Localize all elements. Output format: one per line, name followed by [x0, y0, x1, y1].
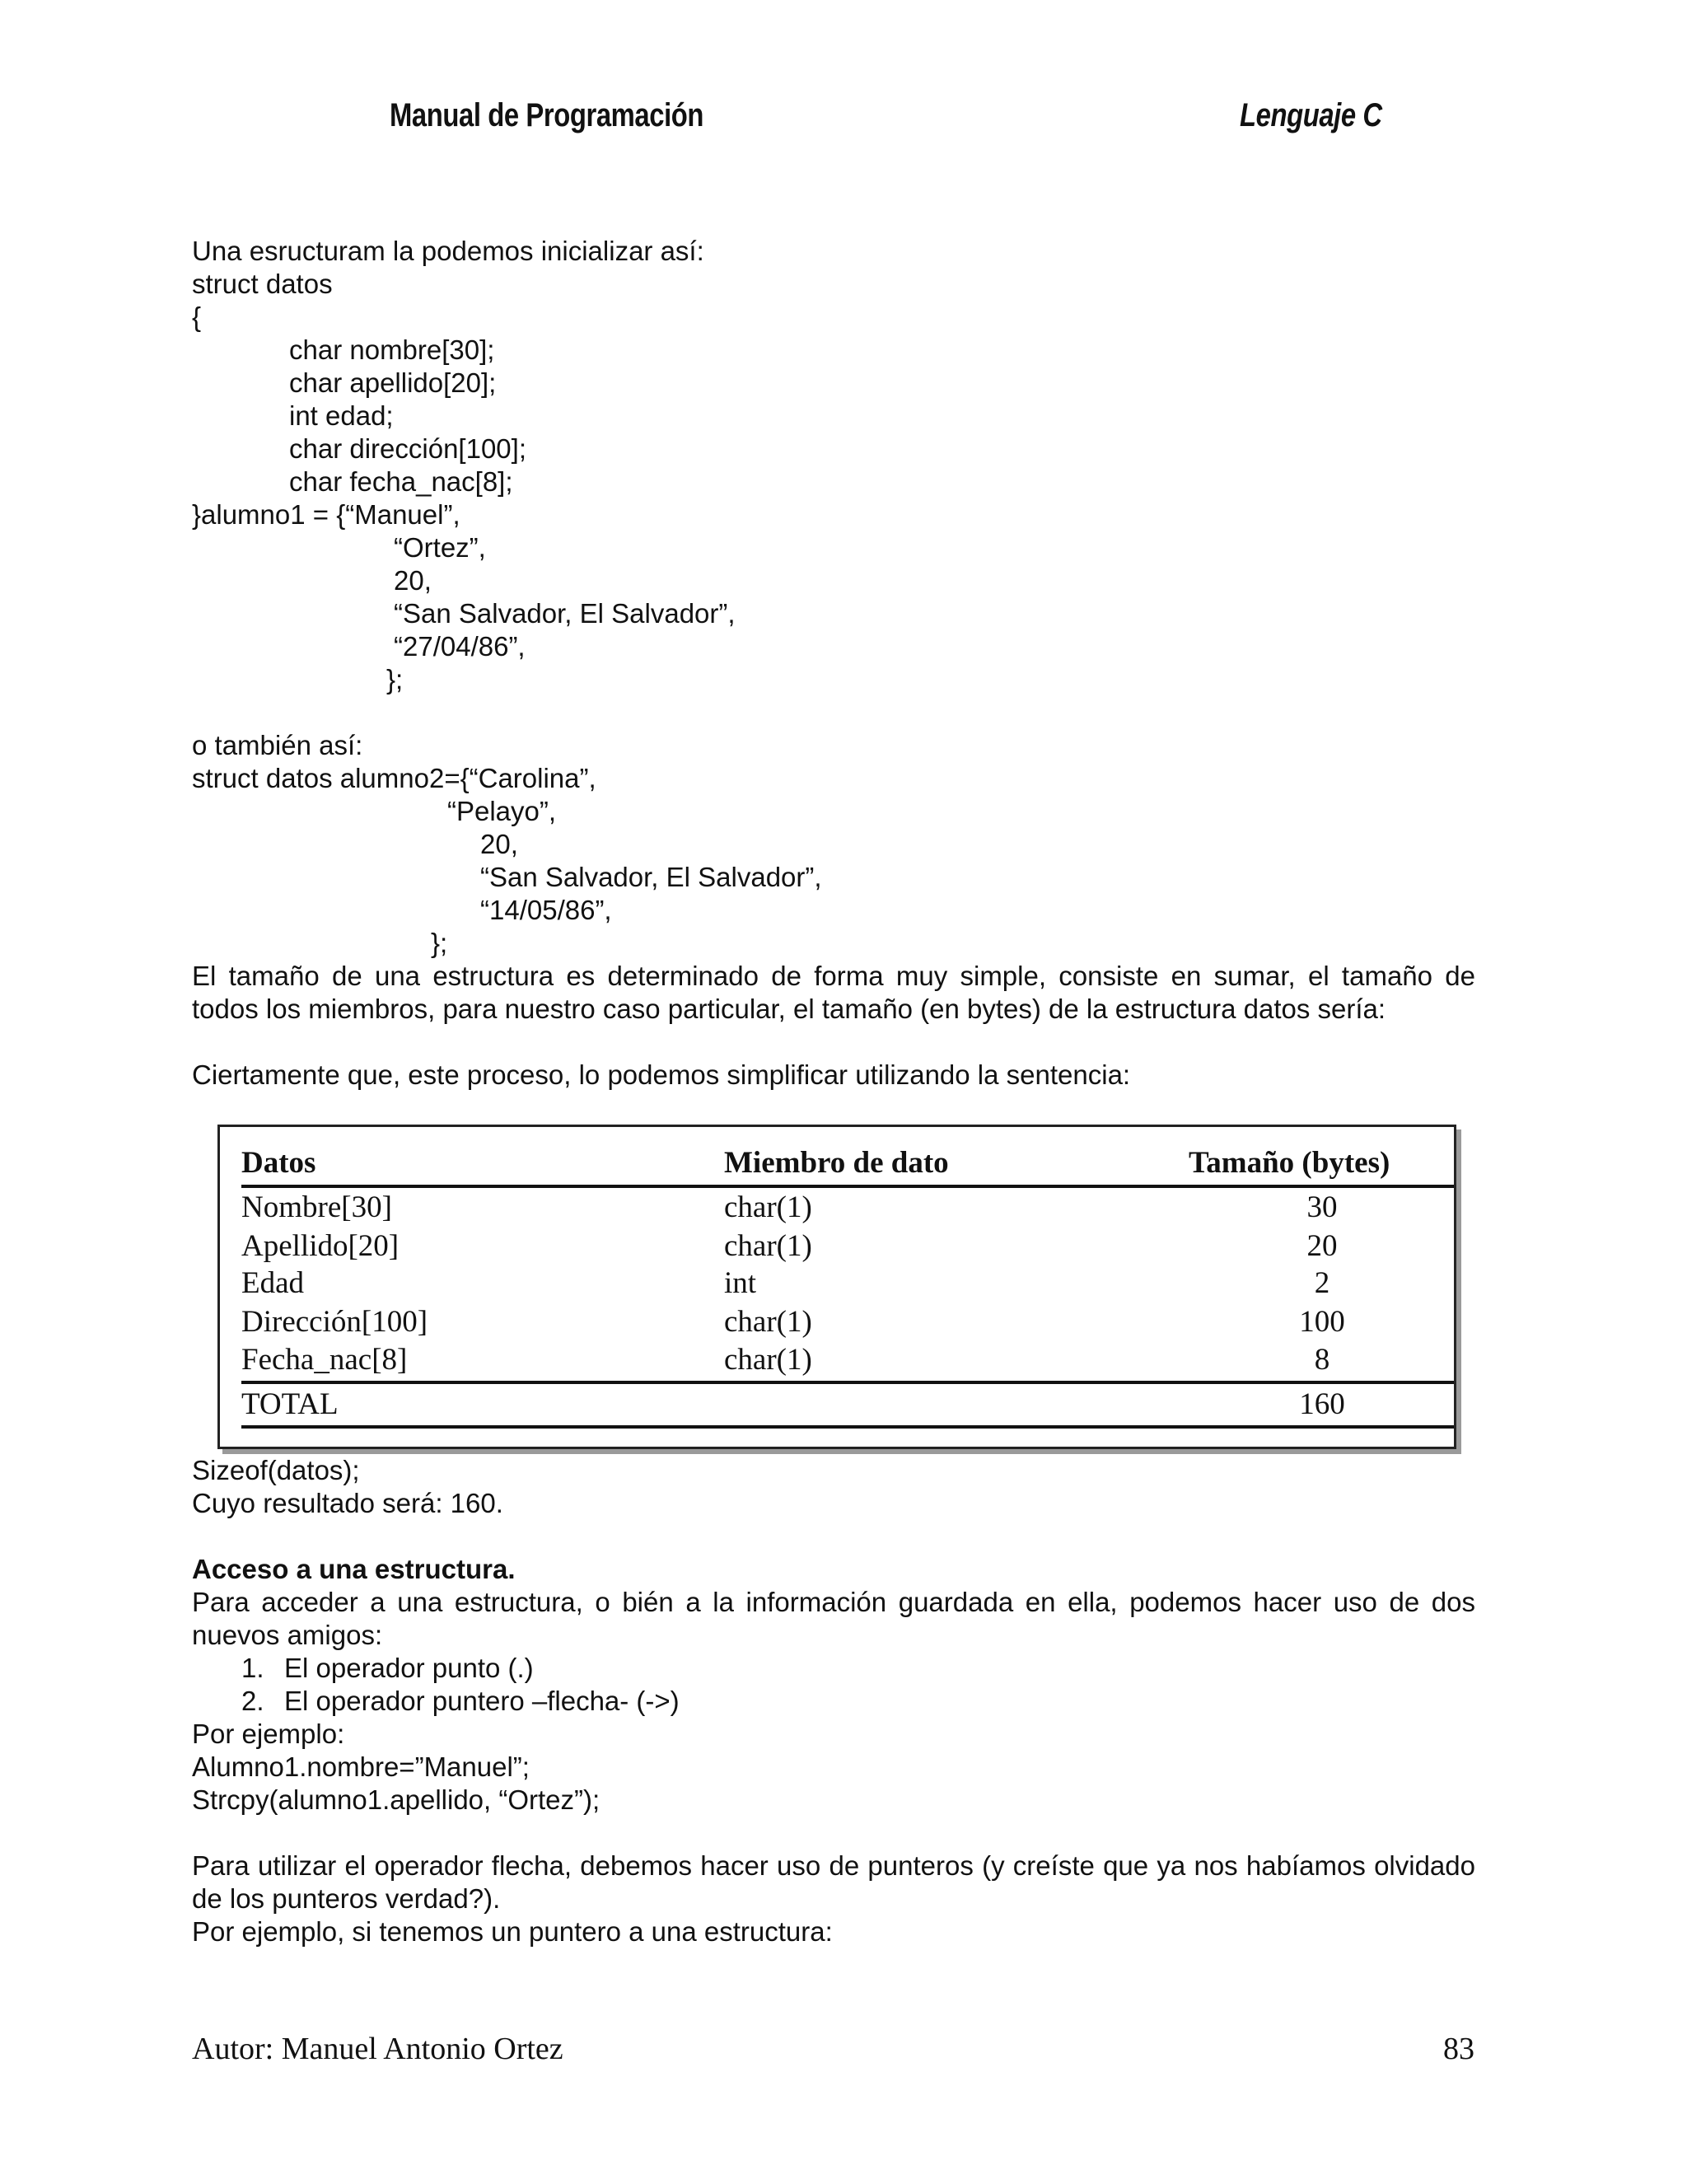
table-cell: char(1) — [724, 1343, 812, 1377]
table-cell: Dirección[100] — [241, 1305, 428, 1339]
table-row — [241, 1190, 1452, 1228]
table-cell: Apellido[20] — [241, 1229, 400, 1263]
code-line: }alumno1 = {“Manuel”, — [192, 499, 460, 530]
table-row — [241, 1342, 1452, 1380]
table-rule — [241, 1425, 1454, 1429]
code-line: “14/05/86”, — [480, 895, 612, 925]
code-line: “San Salvador, El Salvador”, — [480, 862, 822, 892]
code-line: }; — [386, 664, 404, 694]
header-subtitle: Lenguaje C — [1240, 97, 1382, 133]
table-total-label: TOTAL — [241, 1387, 339, 1421]
paragraph-line: de los punteros verdad?). — [192, 1883, 501, 1914]
table-cell: char(1) — [724, 1190, 812, 1224]
code-line: “San Salvador, El Salvador”, — [394, 598, 736, 629]
header-title: Manual de Programación — [390, 97, 704, 133]
table-header-cell: Tamaño (bytes) — [1189, 1146, 1390, 1180]
table-cell: 30 — [1306, 1190, 1338, 1224]
code-line: { — [192, 302, 202, 332]
paragraph-line: nuevos amigos: — [192, 1620, 383, 1650]
table-header-cell: Miembro de dato — [724, 1146, 949, 1180]
code-line: Alumno1.nombre=”Manuel”; — [192, 1751, 530, 1782]
paragraph-line: El tamaño de una estructura es determinado de forma muy simple, consiste en sumar, el tamaño de — [192, 961, 1475, 991]
paragraph-line: Para acceder a una estructura, o bién a la información guardada en ella, podemos hacer uso de dos — [192, 1587, 1475, 1617]
code2-intro: o también así: — [192, 730, 363, 760]
table-header-cell: Datos — [241, 1146, 316, 1180]
list-text: El operador puntero –flecha- (->) — [284, 1686, 680, 1716]
code-line: char dirección[100]; — [289, 433, 526, 464]
footer-author: Autor: Manuel Antonio Ortez — [192, 2032, 563, 2066]
code-line: int edad; — [289, 400, 394, 431]
paragraph-line: Para utilizar el operador flecha, debemos hacer uso de punteros (y creíste que ya nos habíamos olvidado — [192, 1850, 1475, 1881]
table-cell: char(1) — [724, 1305, 812, 1339]
code-line: “27/04/86”, — [394, 631, 526, 662]
table-rule — [241, 1185, 1454, 1188]
paragraph-line: Por ejemplo, si tenemos un puntero a una estructura: — [192, 1916, 833, 1947]
code-line: “Ortez”, — [394, 532, 486, 563]
code-line: Strcpy(alumno1.apellido, “Ortez”); — [192, 1784, 600, 1815]
code-line: char nombre[30]; — [289, 334, 495, 365]
page-body — [192, 235, 1475, 1092]
list-item — [192, 1652, 1475, 1685]
paragraph-line: Cuyo resultado será: 160. — [192, 1488, 503, 1518]
table-total-value: 160 — [1299, 1387, 1345, 1421]
list-item — [192, 1685, 1475, 1718]
code-line: struct datos alumno2={“Carolina”, — [192, 763, 596, 793]
code-line: struct datos — [192, 269, 333, 299]
section-title: Acceso a una estructura. — [192, 1554, 516, 1584]
paragraph-line: Ciertamente que, este proceso, lo podemos simplificar utilizando la sentencia: — [192, 1059, 1131, 1090]
code-line: 20, — [394, 565, 432, 596]
code-line: “Pelayo”, — [447, 796, 557, 826]
page-number: 83 — [1443, 2032, 1474, 2066]
list-number: 1. — [241, 1653, 264, 1683]
list-text: El operador punto (.) — [284, 1653, 534, 1683]
size-table — [217, 1125, 1456, 1449]
table-rule — [241, 1381, 1454, 1384]
table-row — [241, 1304, 1452, 1342]
table-cell: char(1) — [724, 1229, 812, 1263]
table-total-row — [241, 1387, 1452, 1424]
list-number: 2. — [241, 1686, 264, 1716]
paragraph-line: Por ejemplo: — [192, 1719, 345, 1749]
table-cell: 100 — [1299, 1305, 1345, 1339]
table-cell: 20 — [1306, 1229, 1338, 1263]
code1-intro: Una esructuram la podemos inicializar así: — [192, 236, 704, 266]
table-cell: Fecha_nac[8] — [241, 1343, 408, 1377]
table-header-row — [241, 1145, 1452, 1183]
table-row — [241, 1265, 1452, 1303]
code-line: }; — [431, 928, 448, 958]
code-line: Sizeof(datos); — [192, 1455, 360, 1485]
code-line: char apellido[20]; — [289, 367, 497, 398]
table-cell: Nombre[30] — [241, 1190, 392, 1224]
code-line: char fecha_nac[8]; — [289, 466, 513, 497]
code-line: 20, — [480, 829, 518, 859]
table-cell: Edad — [241, 1266, 305, 1300]
table-cell: 2 — [1314, 1266, 1330, 1300]
page-body-lower — [192, 1454, 1475, 1948]
table-cell: 8 — [1314, 1343, 1330, 1377]
paragraph-line: todos los miembros, para nuestro caso particular, el tamaño (en bytes) de la estructura datos sería: — [192, 994, 1386, 1024]
table-row — [241, 1228, 1452, 1266]
table-cell: int — [724, 1266, 757, 1300]
